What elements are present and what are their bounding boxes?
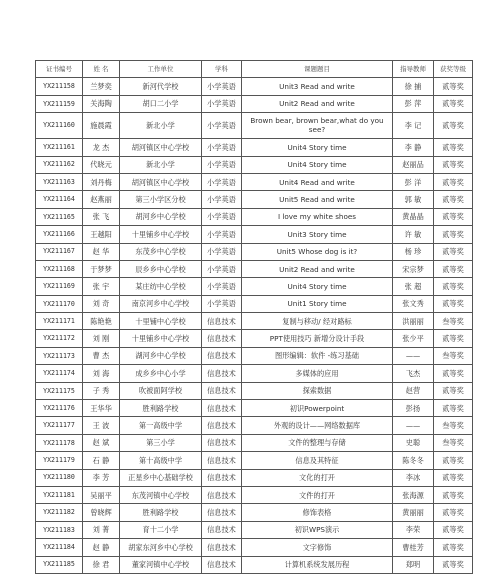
subject-cell: 小学英语 [202, 226, 242, 243]
topic-cell: 复制与移动/ 经对路标 [242, 313, 393, 330]
award-level-cell: 叁等奖 [434, 434, 473, 451]
advisor-cell: 曹桂芳 [393, 539, 434, 556]
name-cell: 赵 华 [83, 243, 120, 260]
cert-no-cell: YX211173 [36, 347, 83, 364]
award-level-cell: 贰等奖 [434, 452, 473, 469]
cert-no-cell: YX211169 [36, 278, 83, 295]
advisor-cell: —— [393, 347, 434, 364]
table-row [36, 486, 473, 503]
subject-cell: 小学英语 [202, 156, 242, 173]
advisor-cell: 张 超 [393, 278, 434, 295]
topic-cell: 探索数据 [242, 382, 393, 399]
workplace-cell: 胡家东河乡中心学校 [120, 539, 202, 556]
name-cell: 赵 斌 [83, 434, 120, 451]
subject-cell: 信息技术 [202, 365, 242, 382]
cert-no-cell: YX211175 [36, 382, 83, 399]
award-level-cell: 贰等奖 [434, 95, 473, 112]
advisor-cell: 陈冬冬 [393, 452, 434, 469]
table-row [36, 539, 473, 556]
cert-no-cell: YX211181 [36, 486, 83, 503]
workplace-cell: 第一高级中学 [120, 417, 202, 434]
award-level-cell: 贰等奖 [434, 382, 473, 399]
workplace-cell: 成乡乡中心小学 [120, 365, 202, 382]
advisor-cell: 李荣 [393, 521, 434, 538]
workplace-cell: 新北小学 [120, 156, 202, 173]
table-row [36, 330, 473, 347]
cert-no-cell: YX211159 [36, 95, 83, 112]
topic-cell: Brown bear, brown bear,what do you see? [242, 113, 393, 139]
topic-cell: Unit4 Story time [242, 139, 393, 156]
name-cell: 赵 静 [83, 539, 120, 556]
cert-no-cell: YX211183 [36, 521, 83, 538]
advisor-cell: 赵营 [393, 382, 434, 399]
table-body [36, 78, 473, 574]
award-level-cell: 贰等奖 [434, 504, 473, 521]
cert-no-cell: YX211182 [36, 504, 83, 521]
subject-cell: 小学英语 [202, 95, 242, 112]
table-row [36, 295, 473, 312]
subject-cell: 信息技术 [202, 486, 242, 503]
topic-cell: Unit5 Read and write [242, 191, 393, 208]
table-row [36, 156, 473, 173]
award-level-cell: 叁等奖 [434, 417, 473, 434]
table-row [36, 452, 473, 469]
workplace-cell: 新河代学校 [120, 78, 202, 95]
advisor-cell: 张海源 [393, 486, 434, 503]
name-cell: 龙 杰 [83, 139, 120, 156]
award-level-cell: 贰等奖 [434, 260, 473, 277]
name-cell: 关海陶 [83, 95, 120, 112]
award-level-cell: 贰等奖 [434, 539, 473, 556]
topic-cell: 修饰表格 [242, 504, 393, 521]
cert-no-cell: YX211161 [36, 139, 83, 156]
cert-no-cell: YX211167 [36, 243, 83, 260]
topic-cell: Unit1 Story time [242, 295, 393, 312]
name-cell: 王华华 [83, 400, 120, 417]
workplace-cell: 十里铺乡中心学校 [120, 330, 202, 347]
award-level-cell: 贰等奖 [434, 208, 473, 225]
name-cell: 张 宇 [83, 278, 120, 295]
name-cell: 石 静 [83, 452, 120, 469]
award-level-cell: 贰等奖 [434, 400, 473, 417]
name-cell: 吴丽平 [83, 486, 120, 503]
name-cell: 李 芳 [83, 469, 120, 486]
award-level-cell: 贰等奖 [434, 278, 473, 295]
workplace-cell: 董家河镇中心学校 [120, 556, 202, 573]
topic-cell: Unit5 Whose dog is it? [242, 243, 393, 260]
name-cell: 子 秀 [83, 382, 120, 399]
subject-cell: 小学英语 [202, 295, 242, 312]
topic-cell: 初识WPS演示 [242, 521, 393, 538]
cert-no-cell: YX211172 [36, 330, 83, 347]
workplace-cell: 胡河乡中心学校 [120, 208, 202, 225]
name-cell: 刘 菁 [83, 521, 120, 538]
advisor-cell: 徐 捕 [393, 78, 434, 95]
topic-cell: 信息及其特征 [242, 452, 393, 469]
workplace-cell: 胡河镇区中心学校 [120, 173, 202, 190]
cert-no-cell: YX211174 [36, 365, 83, 382]
cert-no-cell: YX211160 [36, 113, 83, 139]
table-row [36, 191, 473, 208]
award-level-cell: 贰等奖 [434, 365, 473, 382]
subject-cell: 小学英语 [202, 260, 242, 277]
advisor-cell: 黄丽丽 [393, 504, 434, 521]
table-row [36, 521, 473, 538]
workplace-cell: 正星乡中心基础学校 [120, 469, 202, 486]
award-level-cell: 贰等奖 [434, 243, 473, 260]
award-level-cell: 贰等奖 [434, 330, 473, 347]
advisor-cell: 李 静 [393, 139, 434, 156]
advisor-cell: 许 敏 [393, 226, 434, 243]
subject-cell: 小学英语 [202, 173, 242, 190]
topic-cell: Unit4 Story time [242, 278, 393, 295]
workplace-cell: 东茂乡中心学校 [120, 243, 202, 260]
name-cell: 刘 海 [83, 365, 120, 382]
table-row [36, 139, 473, 156]
advisor-cell: 张文秀 [393, 295, 434, 312]
award-level-cell: 贰等奖 [434, 113, 473, 139]
name-cell: 王越阳 [83, 226, 120, 243]
workplace-cell: 第三小学区分校 [120, 191, 202, 208]
cert-no-cell: YX211184 [36, 539, 83, 556]
subject-cell: 小学英语 [202, 208, 242, 225]
workplace-cell: 辰乡乡中心学校 [120, 260, 202, 277]
topic-cell: PPT使用技巧 新增分设计手段 [242, 330, 393, 347]
header-award-level: 获奖等级 [434, 61, 473, 78]
name-cell: 施晨霞 [83, 113, 120, 139]
subject-cell: 小学英语 [202, 278, 242, 295]
workplace-cell: 东茂河镇中心学校 [120, 486, 202, 503]
name-cell: 张 飞 [83, 208, 120, 225]
workplace-cell: 十里铺中心学校 [120, 313, 202, 330]
award-level-cell: 贰等奖 [434, 191, 473, 208]
workplace-cell: 育十二小学 [120, 521, 202, 538]
award-level-cell: 叁等奖 [434, 313, 473, 330]
table-row [36, 347, 473, 364]
advisor-cell: 郑明 [393, 556, 434, 573]
advisor-cell: 李 记 [393, 113, 434, 139]
subject-cell: 信息技术 [202, 400, 242, 417]
name-cell: 刘丹梅 [83, 173, 120, 190]
table-row [36, 382, 473, 399]
award-level-cell: 贰等奖 [434, 556, 473, 573]
award-table [35, 60, 473, 574]
subject-cell: 小学英语 [202, 113, 242, 139]
subject-cell: 小学英语 [202, 243, 242, 260]
cert-no-cell: YX211170 [36, 295, 83, 312]
subject-cell: 信息技术 [202, 504, 242, 521]
award-level-cell: 叁等奖 [434, 347, 473, 364]
name-cell: 赵燕丽 [83, 191, 120, 208]
table-row [36, 365, 473, 382]
table-row [36, 469, 473, 486]
subject-cell: 小学英语 [202, 139, 242, 156]
award-level-cell: 贰等奖 [434, 226, 473, 243]
topic-cell: 文字修饰 [242, 539, 393, 556]
name-cell: 刘 刚 [83, 330, 120, 347]
topic-cell: 文件的整理与存储 [242, 434, 393, 451]
award-level-cell: 贰等奖 [434, 173, 473, 190]
subject-cell: 信息技术 [202, 452, 242, 469]
cert-no-cell: YX211177 [36, 417, 83, 434]
workplace-cell: 吹被面阿学校 [120, 382, 202, 399]
name-cell: 王 波 [83, 417, 120, 434]
name-cell: 陈艳艳 [83, 313, 120, 330]
cert-no-cell: YX211165 [36, 208, 83, 225]
header-name: 姓 名 [83, 61, 120, 78]
advisor-cell: 彭 萍 [393, 95, 434, 112]
topic-cell: 计算机系统发展历程 [242, 556, 393, 573]
subject-cell: 信息技术 [202, 434, 242, 451]
table-row [36, 226, 473, 243]
cert-no-cell: YX211180 [36, 469, 83, 486]
cert-no-cell: YX211166 [36, 226, 83, 243]
topic-cell: Unit2 Read and write [242, 260, 393, 277]
table-row [36, 208, 473, 225]
subject-cell: 信息技术 [202, 313, 242, 330]
workplace-cell: 第三小学 [120, 434, 202, 451]
table-row [36, 113, 473, 139]
name-cell: 曹 杰 [83, 347, 120, 364]
topic-cell: Unit4 Read and write [242, 173, 393, 190]
workplace-cell: 南京河乡中心学校 [120, 295, 202, 312]
table-row [36, 78, 473, 95]
workplace-cell: 胜利路学校 [120, 504, 202, 521]
cert-no-cell: YX211162 [36, 156, 83, 173]
table-row [36, 313, 473, 330]
advisor-cell: 洪丽丽 [393, 313, 434, 330]
topic-cell: 外观的设计——网络数据库 [242, 417, 393, 434]
advisor-cell: 黄晶晶 [393, 208, 434, 225]
name-cell: 刘 奇 [83, 295, 120, 312]
subject-cell: 信息技术 [202, 382, 242, 399]
topic-cell: Unit3 Story time [242, 226, 393, 243]
workplace-cell: 湖河乡中心学校 [120, 347, 202, 364]
award-level-cell: 贰等奖 [434, 78, 473, 95]
topic-cell: Unit3 Read and write [242, 78, 393, 95]
topic-cell: 初识Powerpoint [242, 400, 393, 417]
header-subject: 学科 [202, 61, 242, 78]
advisor-cell: 彭扬 [393, 400, 434, 417]
award-level-cell: 贰等奖 [434, 521, 473, 538]
topic-cell: 多媒体的应用 [242, 365, 393, 382]
topic-cell: Unit4 Story time [242, 156, 393, 173]
subject-cell: 小学英语 [202, 78, 242, 95]
subject-cell: 信息技术 [202, 469, 242, 486]
topic-cell: I love my white shoes [242, 208, 393, 225]
workplace-cell: 第十高级中学 [120, 452, 202, 469]
advisor-cell: —— [393, 417, 434, 434]
subject-cell: 信息技术 [202, 417, 242, 434]
advisor-cell: 杨 珍 [393, 243, 434, 260]
workplace-cell: 十里铺乡中心学校 [120, 226, 202, 243]
name-cell: 代晓元 [83, 156, 120, 173]
award-level-cell: 贰等奖 [434, 469, 473, 486]
advisor-cell: 赵丽品 [393, 156, 434, 173]
table-header-row [36, 61, 473, 78]
cert-no-cell: YX211179 [36, 452, 83, 469]
workplace-cell: 胡口二小学 [120, 95, 202, 112]
cert-no-cell: YX211168 [36, 260, 83, 277]
subject-cell: 信息技术 [202, 539, 242, 556]
name-cell: 曾晓辉 [83, 504, 120, 521]
table-row [36, 400, 473, 417]
workplace-cell: 新北小学 [120, 113, 202, 139]
award-level-cell: 贰等奖 [434, 156, 473, 173]
subject-cell: 信息技术 [202, 521, 242, 538]
cert-no-cell: YX211158 [36, 78, 83, 95]
workplace-cell: 胡河镇区中心学校 [120, 139, 202, 156]
table-row [36, 504, 473, 521]
workplace-cell: 某庄纺中心学校 [120, 278, 202, 295]
name-cell: 兰梦奕 [83, 78, 120, 95]
advisor-cell: 彭 洋 [393, 173, 434, 190]
topic-cell: 文件的打开 [242, 486, 393, 503]
header-advisor: 指导教师 [393, 61, 434, 78]
table-row [36, 173, 473, 190]
name-cell: 徐 君 [83, 556, 120, 573]
award-table-container [35, 60, 472, 574]
subject-cell: 信息技术 [202, 556, 242, 573]
subject-cell: 小学英语 [202, 191, 242, 208]
header-cert-no: 证书编号 [36, 61, 83, 78]
header-workplace: 工作单位 [120, 61, 202, 78]
cert-no-cell: YX211164 [36, 191, 83, 208]
advisor-cell: 宋宗梦 [393, 260, 434, 277]
advisor-cell: 飞杰 [393, 365, 434, 382]
table-row [36, 243, 473, 260]
award-level-cell: 贰等奖 [434, 139, 473, 156]
table-row [36, 95, 473, 112]
topic-cell: Unit2 Read and write [242, 95, 393, 112]
advisor-cell: 张少平 [393, 330, 434, 347]
cert-no-cell: YX211185 [36, 556, 83, 573]
table-row [36, 260, 473, 277]
subject-cell: 信息技术 [202, 347, 242, 364]
name-cell: 于梦梦 [83, 260, 120, 277]
workplace-cell: 胜利路学校 [120, 400, 202, 417]
cert-no-cell: YX211163 [36, 173, 83, 190]
table-row [36, 417, 473, 434]
cert-no-cell: YX211176 [36, 400, 83, 417]
table-row [36, 556, 473, 573]
advisor-cell: 史聪 [393, 434, 434, 451]
advisor-cell: 郭 敏 [393, 191, 434, 208]
award-level-cell: 贰等奖 [434, 486, 473, 503]
advisor-cell: 李冰 [393, 469, 434, 486]
cert-no-cell: YX211171 [36, 313, 83, 330]
topic-cell: 图形编辑：软件 -练习基础 [242, 347, 393, 364]
cert-no-cell: YX211178 [36, 434, 83, 451]
table-row [36, 278, 473, 295]
subject-cell: 信息技术 [202, 330, 242, 347]
table-row [36, 434, 473, 451]
header-topic: 课题题目 [242, 61, 393, 78]
topic-cell: 文化的打开 [242, 469, 393, 486]
award-level-cell: 贰等奖 [434, 295, 473, 312]
